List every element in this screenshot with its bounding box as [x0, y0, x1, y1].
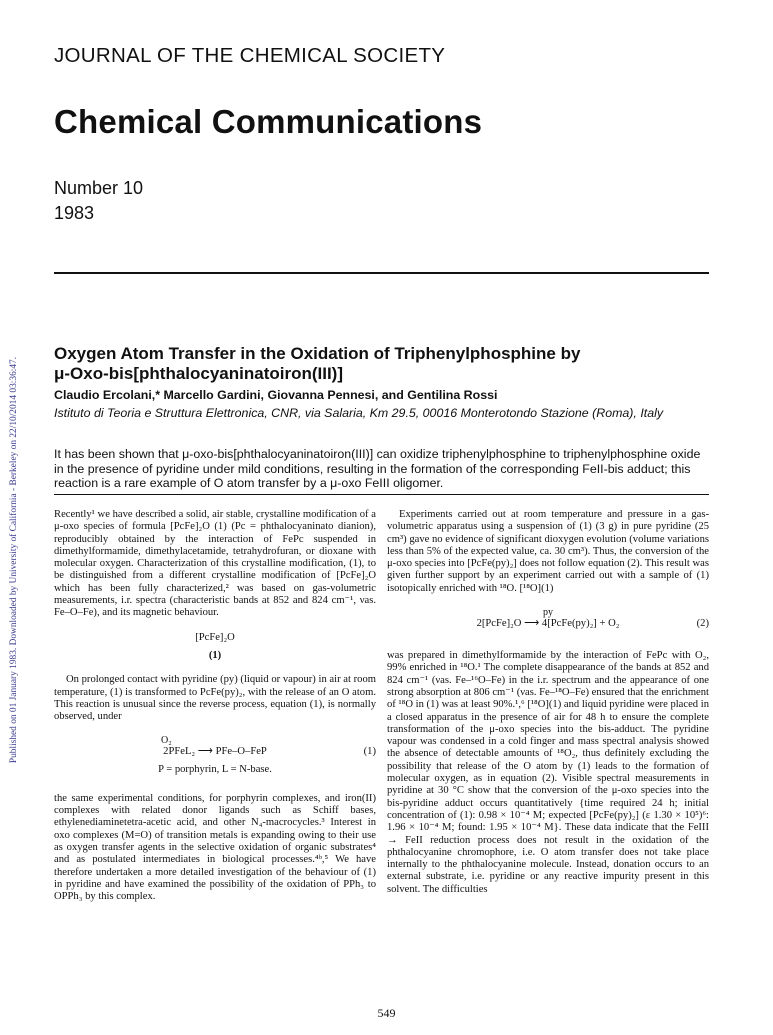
- right-paragraph-1: Experiments carried out at room temperature and pressure in a gas-volumetric apparatus using a suspension of (1) (3 g) in pure pyridine (25 cm³) gave no evidence of significant dioxygen evolution (volume variations less than 5% of the expected value, ca. 30 cm³). Thus, the conversion of the μ-oxo species into [PcFe(py)₂] does not follow equation (2). This result was given further support by an experiment carried out with a sample of (1) isotopically enriched with ¹⁸O. [¹⁸O](1): [387, 509, 709, 594]
- left-column: [54, 509, 376, 903]
- abstract-rule: [54, 494, 709, 495]
- article-abstract: It has been shown that μ-oxo-bis[phthalocyaninatoiron(III)] can oxidize triphenylphosphine to triphenylphosphine oxide in the presence of pyridine under mild conditions, resulting in the formation of the corresponding FeII-bis adduct; this reaction is a rare example of O atom transfer by a μ-oxo FeIII oligomer.: [54, 447, 701, 491]
- equation-2-reagent: py: [543, 607, 553, 619]
- formula-pcfe2o: [PcFe]₂O: [195, 631, 235, 643]
- equation-2-number: (2): [696, 618, 709, 630]
- download-notice: [0, 150, 20, 970]
- right-column: [387, 509, 709, 896]
- left-paragraph-1: Recently¹ we have described a solid, air stable, crystalline modification of a μ-oxo species of formula [PcFe]₂O (1) (Pc = phthalocyaninato dianion), reproducibly obtained by the interaction of FePc suspended in dimethylformamide, dimethylacetamide, tetrahydrofuran, or dioxane with molecular oxygen. Characterization of this crystalline modification, (1), to be distinguished from a different crystalline modification of [PcFe]₂O which has been fully characterized,² was based on gas-volumetric measurements, i.r. spectra (characteristic bands at 852 and 824 cm⁻¹, νas. Fe–O–Fe), and its magnetic behaviour.: [54, 509, 376, 619]
- formula-label: (1): [208, 649, 222, 661]
- issue-info: [54, 176, 143, 226]
- article-affiliation: Istituto di Teoria e Struttura Elettronica, CNR, via Salaria, Km 29.5, 00016 Monterotondo Stazione (Roma), Italy: [54, 406, 664, 420]
- article-title-line2: μ-Oxo-bis[phthalocyaninatoiron(III)]: [54, 364, 343, 383]
- journal-name: JOURNAL OF THE CHEMICAL SOCIETY: [54, 44, 446, 67]
- page-number: 549: [377, 1006, 396, 1020]
- issue-year: 1983: [54, 203, 95, 223]
- journal-series: Chemical Communications: [54, 103, 483, 140]
- article-authors: Claudio Ercolani,* Marcello Gardini, Giovanna Pennesi, and Gentilina Rossi: [54, 388, 498, 402]
- article-title-line1: Oxygen Atom Transfer in the Oxidation of Triphenylphosphine by: [54, 344, 581, 363]
- equation-1-text: 2PFeL₂ ⟶ PFe–O–FeP: [163, 746, 267, 758]
- article-title: [54, 344, 714, 384]
- equation-1-number: (1): [363, 746, 376, 758]
- equation-1-reagent: O₂: [161, 735, 172, 747]
- equation-2: [387, 607, 709, 636]
- equation-1: [54, 735, 376, 776]
- issue-number: Number 10: [54, 178, 144, 198]
- header-rule: [54, 272, 709, 274]
- equation-2-text: 2[PcFe]₂O ⟶ 4[PcFe(py)₂] + O₂: [476, 618, 620, 630]
- left-paragraph-2: On prolonged contact with pyridine (py) (liquid or vapour) in air at room temperature, (1) is transformed to PcFe(py)₂, with the release of an O atom. This reaction is unusual since the reverse process, equation (1), is normally observed, under: [54, 674, 376, 723]
- download-notice-text: Published on 01 January 1983. Downloaded by University of California - Berkeley on 22/10/2014 03:36:47.: [9, 356, 19, 764]
- right-paragraph-2: was prepared in dimethylformamide by the interaction of FePc with O₂, 99% enriched in ¹⁸O.¹ The complete disappearance of the bands at 852 and 824 cm⁻¹ (νas. Fe–¹⁶O–Fe) in the i.r. spectrum and the appearance of one strong absorption at 806 cm⁻¹ (νas. Fe–¹⁸O–Fe) ensured that the enrichment of ¹⁸O in (1) was at least 90%.¹,⁶ [¹⁸O](1) and liquid pyridine were placed in a closed apparatus in the presence of air for 48 h to ensure the complete transformation of the μ-oxo species into the bis-adduct. The pyridine vapour was condensed in a cold finger and mass spectral analysis showed the absence of detectable amounts of ¹⁸O₂, thus definitely excluding the possibility that release of the O atom by (1) leads to the formation of molecular oxygen, as in equation (2). Visible spectral measurements in pyridine at 30 °C show that the conversion of the μ-oxo species into the bis-pyridine adduct occurs quantitatively {time required 24 h; initial concentration of (1): 0.98 × 10⁻⁴ M; expected [PcFe(py)₂] (ε 1.30 × 10⁵)⁶: 1.96 × 10⁻⁴ M; found: 1.95 × 10⁻⁴ M}. These data indicate that the FeIII → FeII reduction process does not result in the oxidation of the phthalocyanine chromophore, i.e. O atom transfer does not take place internally to the phthalocyanine molecule. Instead, donation occurs to an external substrate, i.e. pyridine or any reactive impurity present in this solvent. The difficulties: [387, 650, 709, 895]
- equation-1-definition: P = porphyrin, L = N-base.: [158, 764, 272, 776]
- left-paragraph-3: the same experimental conditions, for porphyrin complexes, and iron(II) complexes with related donor ligands such as Schiff bases, ethylenediaminetetra-acetic acid, and other N₄-macrocycles.³ Interest in oxo complexes (M=O) of transition metals is expanding owing to their use as oxygen transfer agents in the selective oxidation of organic substrates⁴ and as postulated intermediates in biological processes.⁴ᵇ,⁵ We have therefore undertaken a more detailed investigation of the behaviour of (1) in pyridine and have examined the possibility of the oxidation of PPh₃ to OPPh₃ by this complex.: [54, 792, 376, 903]
